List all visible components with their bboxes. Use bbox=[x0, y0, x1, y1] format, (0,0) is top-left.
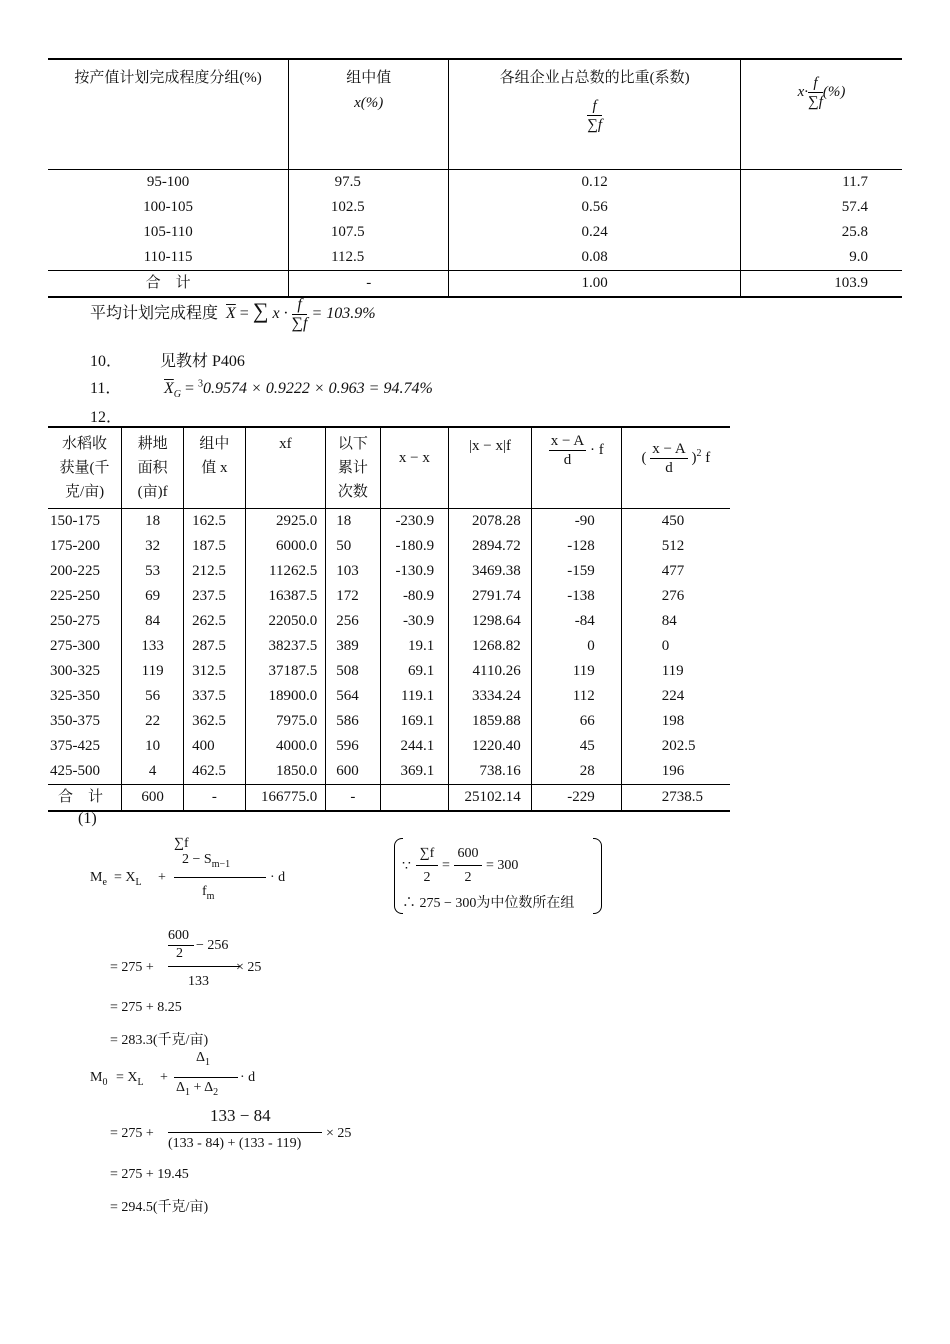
table-cell: -84 bbox=[531, 609, 621, 634]
table-cell: 169.1 bbox=[380, 709, 449, 734]
table-cell: 2791.74 bbox=[449, 584, 532, 609]
table-cell: 287.5 bbox=[184, 634, 245, 659]
table-row: 95-100 97.5 0.12 11.7 bbox=[48, 170, 902, 196]
table-row bbox=[48, 734, 730, 759]
table-cell: 225-250 bbox=[50, 588, 100, 604]
median-formula: $M_e$ = $X_L$ + ∑f $2 - S_{m-1}$ $f_m$ · d bbox=[90, 836, 286, 902]
table-cell: 1220.40 bbox=[449, 734, 532, 759]
mode-step-1: = 275 + 133 − 84 (133 - 84) + (133 - 119) × 25 bbox=[110, 1106, 352, 1151]
table-cell: 6000.0 bbox=[245, 534, 326, 559]
table-row bbox=[48, 609, 730, 634]
table-cell: 66 bbox=[531, 709, 621, 734]
header-xf: xf bbox=[245, 427, 326, 509]
table-cell: 2925.0 bbox=[245, 509, 326, 535]
table-cell: 162.5 bbox=[184, 509, 245, 535]
table-cell: 119.1 bbox=[380, 684, 449, 709]
table-cell: 166775.0 bbox=[245, 785, 326, 812]
table-cell: 4 bbox=[122, 759, 184, 785]
table-cell: 53 bbox=[122, 559, 184, 584]
part-1-label: (1) bbox=[78, 810, 97, 827]
header-cumulative: 以下 累计 次数 bbox=[326, 427, 380, 509]
table-cell: 合 计 bbox=[48, 785, 122, 812]
table-cell: 4000.0 bbox=[245, 734, 326, 759]
table-row bbox=[48, 634, 730, 659]
table-cell: 10 bbox=[122, 734, 184, 759]
header-product: x· $\frac{f}{\sum f}$ (%) bbox=[740, 59, 902, 170]
table-cell: 600 bbox=[122, 785, 184, 812]
table-cell: 202.5 bbox=[621, 734, 730, 759]
table-cell: 1850.0 bbox=[245, 759, 326, 785]
table-cell: 2894.72 bbox=[449, 534, 532, 559]
table-cell: 512 bbox=[621, 534, 730, 559]
table-row bbox=[48, 509, 730, 535]
table-cell: 450 bbox=[621, 509, 730, 535]
table-cell: 19.1 bbox=[380, 634, 449, 659]
table-cell: 350-375 bbox=[50, 713, 100, 729]
table-cell: 50 bbox=[326, 534, 380, 559]
table-cell: 198 bbox=[621, 709, 730, 734]
table-row: 100-105 102.5 0.56 57.4 bbox=[48, 195, 902, 220]
table-row bbox=[48, 534, 730, 559]
table-cell: 1268.82 bbox=[449, 634, 532, 659]
table-cell: 133 bbox=[122, 634, 184, 659]
table-cell: 18 bbox=[122, 509, 184, 535]
table-cell: 389 bbox=[326, 634, 380, 659]
header-deviation: x − x bbox=[380, 427, 449, 509]
table-cell: 1859.88 bbox=[449, 709, 532, 734]
table-cell: 56 bbox=[122, 684, 184, 709]
table-cell: -130.9 bbox=[380, 559, 449, 584]
table-row bbox=[48, 584, 730, 609]
table-cell: 400 bbox=[184, 734, 245, 759]
table-cell: -80.9 bbox=[380, 584, 449, 609]
table-row: 105-110 107.5 0.24 25.8 bbox=[48, 220, 902, 245]
table-row bbox=[48, 709, 730, 734]
header-mid: 组中值 x(%) bbox=[289, 59, 449, 170]
table-cell: 3334.24 bbox=[449, 684, 532, 709]
table-row bbox=[48, 659, 730, 684]
table-row bbox=[48, 684, 730, 709]
table-cell: 508 bbox=[326, 659, 380, 684]
table-cell: 18900.0 bbox=[245, 684, 326, 709]
table-cell: 425-500 bbox=[50, 763, 100, 779]
table-cell: -180.9 bbox=[380, 534, 449, 559]
table-cell: 69 bbox=[122, 584, 184, 609]
table-cell: 212.5 bbox=[184, 559, 245, 584]
table-cell: 200-225 bbox=[50, 563, 100, 579]
mode-result: = 294.5(千克/亩) bbox=[110, 1200, 209, 1215]
table-cell bbox=[380, 785, 449, 812]
table-cell: 276 bbox=[621, 584, 730, 609]
table-cell: 586 bbox=[326, 709, 380, 734]
table-cell: -230.9 bbox=[380, 509, 449, 535]
table-cell: 462.5 bbox=[184, 759, 245, 785]
rice-yield-table-body bbox=[48, 509, 730, 812]
table-cell: 564 bbox=[326, 684, 380, 709]
table-cell: 172 bbox=[326, 584, 380, 609]
table-cell: 477 bbox=[621, 559, 730, 584]
table-cell: 738.16 bbox=[449, 759, 532, 785]
average-completion-formula: 平均计划完成程度 $\overline{X}$ = ∑ x · $\frac{f}{\sum f}$ = 103.9% bbox=[90, 296, 376, 332]
table-cell: 119 bbox=[122, 659, 184, 684]
header-scaled-squared: ( $\frac{x - A}{d}$ )$^2$ f bbox=[621, 427, 730, 509]
table-cell: 2738.5 bbox=[621, 785, 730, 812]
table-cell: - bbox=[184, 785, 245, 812]
table-cell: 312.5 bbox=[184, 659, 245, 684]
table-cell: 337.5 bbox=[184, 684, 245, 709]
table-cell: 84 bbox=[621, 609, 730, 634]
header-scaled: $\frac{x - A}{d}$ · f bbox=[531, 427, 621, 509]
table-cell: 1298.64 bbox=[449, 609, 532, 634]
item-12: 12． bbox=[90, 409, 123, 426]
table-cell: -128 bbox=[531, 534, 621, 559]
table-cell: 0 bbox=[621, 634, 730, 659]
table-cell: -30.9 bbox=[380, 609, 449, 634]
table-cell: -138 bbox=[531, 584, 621, 609]
table-cell: 69.1 bbox=[380, 659, 449, 684]
median-step-1: = 275 + 600 2 − 256 133 × 25 bbox=[110, 928, 262, 989]
table-cell: -229 bbox=[531, 785, 621, 812]
table-cell: 175-200 bbox=[50, 538, 100, 554]
table-cell: 196 bbox=[621, 759, 730, 785]
item-10: 10． 见教材 P406 bbox=[90, 353, 245, 370]
plan-completion-table bbox=[48, 58, 902, 298]
header-area: 耕地 面积 (亩)f bbox=[122, 427, 184, 509]
table-cell: 3469.38 bbox=[449, 559, 532, 584]
table-cell: 300-325 bbox=[50, 663, 100, 679]
table-cell: 275-300 bbox=[50, 638, 100, 654]
table-cell: 187.5 bbox=[184, 534, 245, 559]
header-abs-deviation: |x − x|f bbox=[449, 427, 532, 509]
table-cell: -159 bbox=[531, 559, 621, 584]
table-cell: 103 bbox=[326, 559, 380, 584]
table-cell: 237.5 bbox=[184, 584, 245, 609]
table-cell: 37187.5 bbox=[245, 659, 326, 684]
item-11: 11． $\overline{X}_G = ^30.9574 \times 0.9222 \times 0.963 = 94.74\%$ bbox=[90, 378, 433, 401]
table-cell: 22 bbox=[122, 709, 184, 734]
median-group-note: ∵ ∑f 2 = 600 2 = 300 ∴ 275 − 300为中位数所在组 bbox=[394, 838, 602, 914]
table-cell: 224 bbox=[621, 684, 730, 709]
table-total-row: 合 计 - 1.00 103.9 bbox=[48, 271, 902, 298]
table-cell: -90 bbox=[531, 509, 621, 535]
table-row bbox=[48, 559, 730, 584]
table-cell: 375-425 bbox=[50, 738, 100, 754]
table-cell: 325-350 bbox=[50, 688, 100, 704]
table-cell: 119 bbox=[531, 659, 621, 684]
table-cell: 32 bbox=[122, 534, 184, 559]
table-cell: 362.5 bbox=[184, 709, 245, 734]
table-cell: 28 bbox=[531, 759, 621, 785]
table-cell: 7975.0 bbox=[245, 709, 326, 734]
table-cell: 244.1 bbox=[380, 734, 449, 759]
header-yield: 水稻收 获量(千 克/亩) bbox=[48, 427, 122, 509]
table-cell: 262.5 bbox=[184, 609, 245, 634]
table-cell: 112 bbox=[531, 684, 621, 709]
table-cell: 600 bbox=[326, 759, 380, 785]
table-cell: 18 bbox=[326, 509, 380, 535]
table-cell: 256 bbox=[326, 609, 380, 634]
table-cell: 25102.14 bbox=[449, 785, 532, 812]
mode-step-2: = 275 + 19.45 bbox=[110, 1167, 189, 1182]
header-group: 按产值计划完成程度分组(%) bbox=[48, 59, 289, 170]
table-cell: 0 bbox=[531, 634, 621, 659]
median-result: = 283.3(千克/亩) bbox=[110, 1033, 209, 1048]
table-row bbox=[48, 759, 730, 785]
table-cell: 150-175 bbox=[50, 513, 100, 529]
table-cell: 84 bbox=[122, 609, 184, 634]
table-cell: 45 bbox=[531, 734, 621, 759]
table-cell: 22050.0 bbox=[245, 609, 326, 634]
table-row: 110-115 112.5 0.08 9.0 bbox=[48, 245, 902, 271]
table-cell: 369.1 bbox=[380, 759, 449, 785]
table-total-row bbox=[48, 785, 730, 812]
header-midpoint: 组中 值 x bbox=[184, 427, 245, 509]
table-cell: 2078.28 bbox=[449, 509, 532, 535]
table-cell: 596 bbox=[326, 734, 380, 759]
table-cell: - bbox=[326, 785, 380, 812]
rice-yield-table bbox=[48, 426, 730, 812]
table-cell: 38237.5 bbox=[245, 634, 326, 659]
table-cell: 11262.5 bbox=[245, 559, 326, 584]
table-cell: 250-275 bbox=[50, 613, 100, 629]
table-cell: 16387.5 bbox=[245, 584, 326, 609]
header-weight: 各组企业占总数的比重(系数) $\frac{f}{\sum f}$ bbox=[449, 59, 741, 170]
table-cell: 119 bbox=[621, 659, 730, 684]
table-cell: 4110.26 bbox=[449, 659, 532, 684]
median-step-2: = 275 + 8.25 bbox=[110, 1000, 182, 1015]
mode-formula: $M_0$ = $X_L$ + $\Delta_1$ $\Delta_1 + \Delta_2$ · d bbox=[90, 1050, 256, 1098]
